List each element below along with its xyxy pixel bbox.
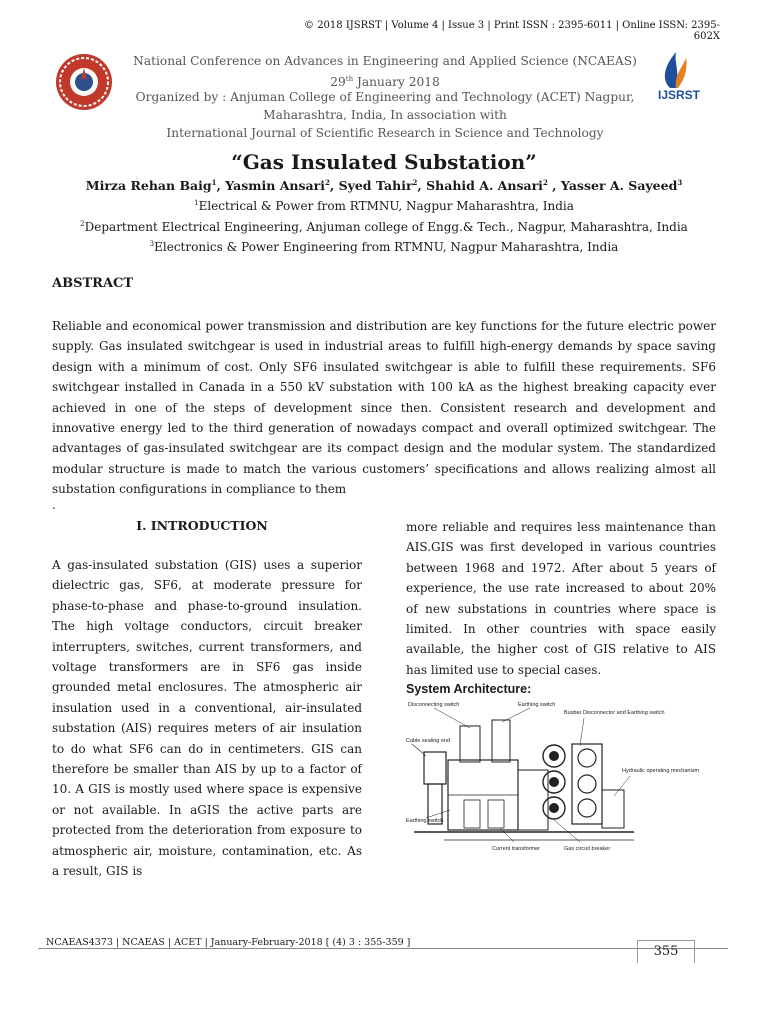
affiliation-2: $^2$Department Electrical Engineering, Anjuman college of Engg.& Tech., Nagpur, Maharashtra, India [80,220,688,234]
author-name: Yasser A. Sayeed [560,178,678,194]
label-gas-circuit-breaker: Gas circuit breaker [564,846,611,852]
gis-architecture-figure [404,700,700,866]
label-busbar-disconnector: Busbar Disconnector and Earthing switch [564,710,665,716]
acet-logo [54,52,114,112]
journal-issue-line: © 2018 IJSRST | Volume 4 | Issue 3 | Print ISSN : 2395-6011 | Online ISSN: 2395-602X [304,20,720,42]
author-affiliation-marker: 3 [677,178,683,187]
author-name: Shahid A. Ansari [426,178,543,194]
organizer-line-1: Organized by : Anjuman College of Engineering and Technology (ACET) Nagpur, [135,90,635,104]
conference-date: 29th January 2018 [330,75,440,90]
footer-rule [38,948,728,949]
ijsrst-logo-text: IJSRST [658,88,701,102]
label-disconnecting-switch: Disconnecting switch [408,702,460,708]
journal-name: International Journal of Scientific Research in Science and Technology [166,126,604,140]
author-name: Mirza Rehan Baig [85,178,212,194]
label-cable-sealing-end: Cable sealing end [406,738,451,744]
author-name: Syed Tahir [338,178,413,194]
paper-title: “Gas Insulated Substation” [231,150,537,174]
introduction-heading: I. INTRODUCTION [136,518,268,533]
introduction-right-column: more reliable and requires less maintenance than AIS.GIS was first developed in various countries between 1968 and 1972. After about 5 years of experience, the use rate increased to about 20% of new substations in countries where space is limited. In other countries with space easily available, the higher cost of GIS relative to AIS has limited use to special cases. [406,520,716,677]
author-affiliation-marker: 2 [324,178,330,187]
affiliation-3: $^3$Electronics & Power Engineering from RTMNU, Nagpur Maharashtra, India [149,240,619,254]
affiliation-1: $^1$Electrical & Power from RTMNU, Nagpur Maharashtra, India [194,199,574,213]
author-affiliation-marker: 2 [542,178,548,187]
author-list: Mirza Rehan Baig$^1$, Yasmin Ansari$^2$, Syed Tahir$^2$, Shahid A. Ansari$^2$ , Yasser A. Sayeed$^3$ [85,178,683,194]
label-hydraulic-mechanism: Hydraulic operating mechanism [622,768,700,774]
author-name: Yasmin Ansari [225,178,325,194]
label-current-transformer: Current transformer [492,846,540,852]
conference-name: National Conference on Advances in Engineering and Applied Science (NCAEAS) [133,54,637,68]
abstract-heading: ABSTRACT [52,276,134,291]
flame-icon [646,50,716,90]
page-number: 355 [637,940,695,963]
stray-dot: . [52,498,56,512]
organizer-line-2: Maharashtra, India, In association with [263,108,507,122]
label-earthing-switch-low: Earthing switch [406,818,444,824]
introduction-left-column: A gas-insulated substation (GIS) uses a superior dielectric gas, SF6, at moderate pressure for phase-to-phase and phase-to-ground insulation. The high voltage conductors, circuit breaker interrupters, switches, current transformers, and voltage transformers are in SF6 gas inside grounded metal enclosures. The atmospheric air insulation used in a conventional, air-insulated substation (AIS) requires meters of air insulation to do what SF6 can do in centimeters. GIS can therefore be smaller than AIS by up to a factor of 10. A GIS is mostly used where space is expensive or not available. In aGIS the active parts are protected from the deterioration from exposure to atmospheric air, moisture, contamination, etc. As a result, GIS is [52,558,362,879]
author-affiliation-marker: 1 [211,178,217,187]
abstract-text: Reliable and economical power transmission and distribution are key functions for the future electric power supply. Gas insulated switchgear is used in industrial areas to fulfill high-energy demands by space saving design with a minimum of cost. Only SF6 insulated switchgear is able to fulfill these requirements. SF6 switchgear installed in Canada in a 550 kV substation with 100 kA as the highest breaking capacity ever achieved in one of the steps of development since then. Consistent research and development and innovative energy led to the third generation of nowadays compact and overall optimized switchgear. The advantages of gas-insulated switchgear are its compact design and the modular system. The standardized modular structure is made to match the various customers’ specifications and allows realizing almost all substation configurations in compliance to them [52,319,716,497]
author-affiliation-marker: 2 [412,178,418,187]
footer-citation: NCAEAS4373 | NCAEAS | ACET | January-February-2018 [ (4) 3 : 355-359 ] [46,937,411,948]
ijsrst-logo [646,50,716,106]
system-architecture-heading: System Architecture: [406,682,532,696]
label-earthing-switch: Earthing switch [518,702,556,708]
